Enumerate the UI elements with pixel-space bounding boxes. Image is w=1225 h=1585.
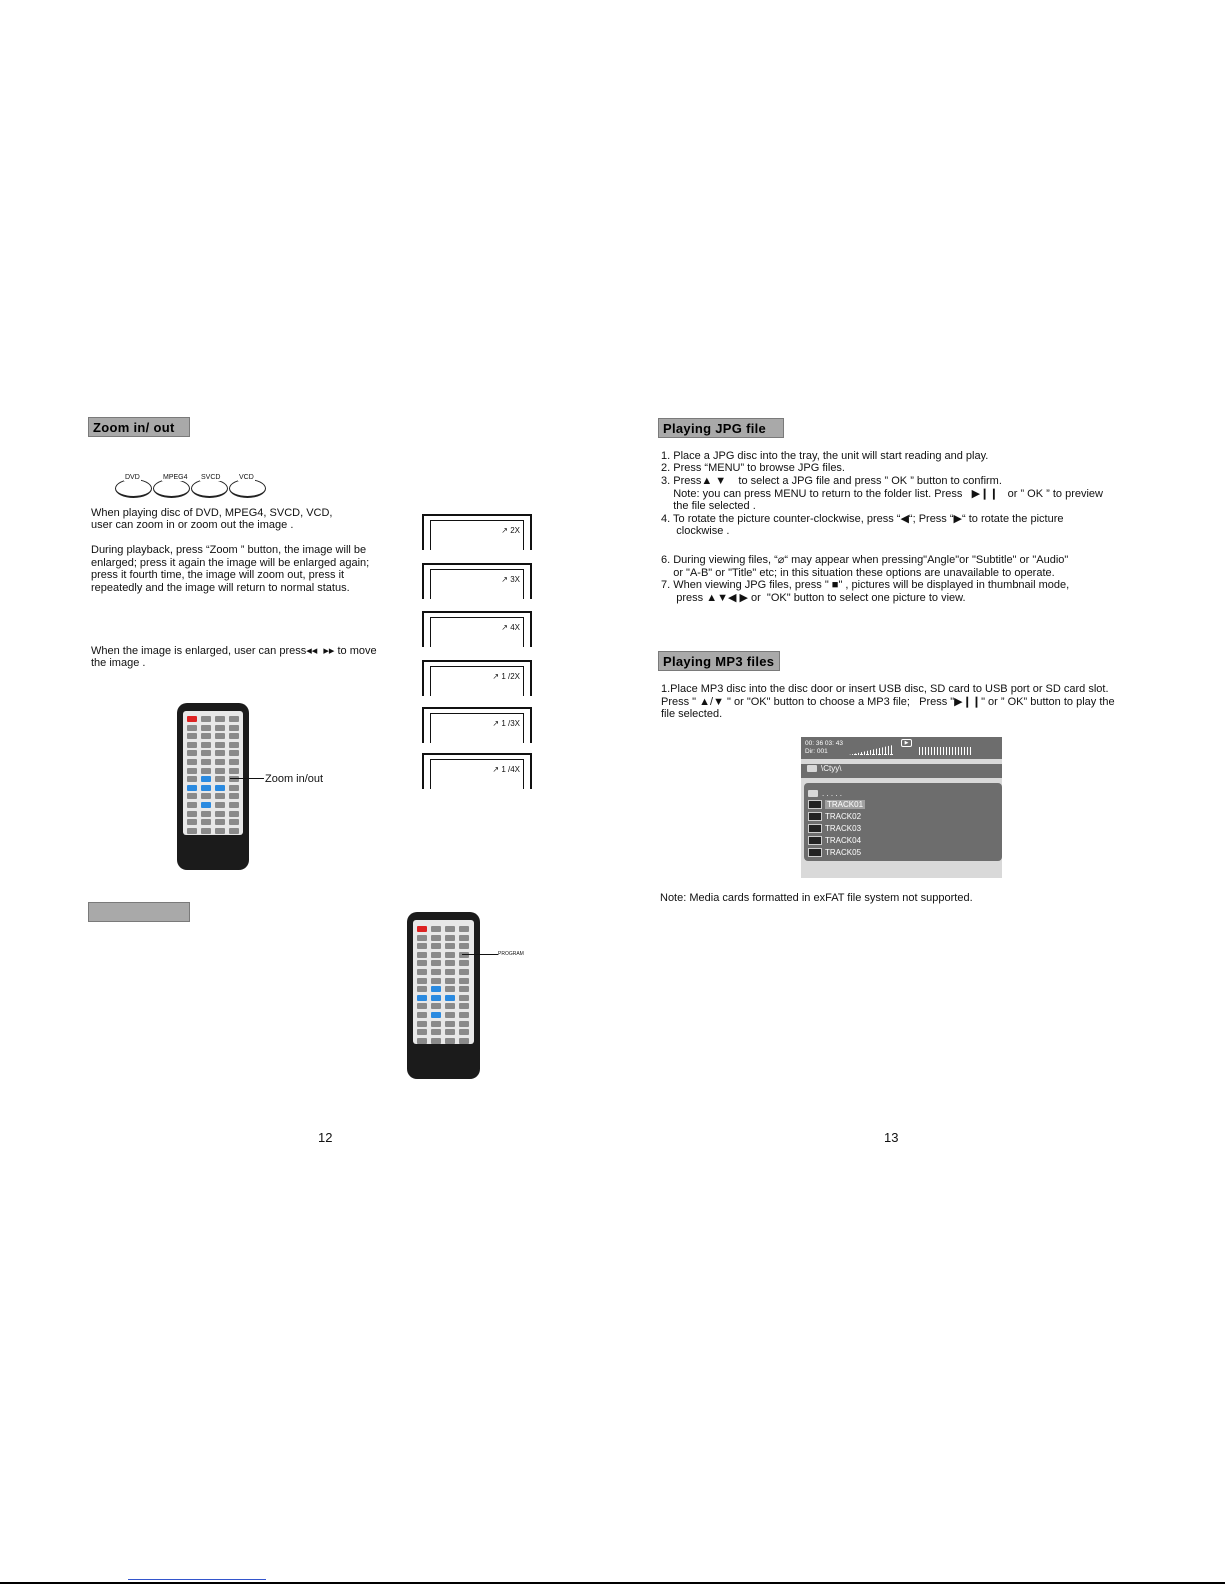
zoom-heading: Zoom in/ out bbox=[88, 417, 190, 437]
remote-key bbox=[445, 1021, 455, 1027]
remote-key bbox=[229, 725, 239, 731]
remote-key bbox=[431, 935, 441, 941]
magnifier-icon: ↗ bbox=[501, 575, 508, 584]
remote-key bbox=[187, 768, 197, 774]
jpg-line-10: 7. When viewing JPG files, press " ■" , pictures will be displayed in thumbnail mode, bbox=[661, 579, 1070, 591]
page-number-right: 13 bbox=[884, 1130, 899, 1145]
mp3-status-bar bbox=[801, 737, 1002, 759]
magnifier-icon: ↗ bbox=[501, 526, 508, 535]
track-item[interactable]: TRACK01 bbox=[808, 800, 865, 810]
remote-key bbox=[215, 802, 225, 808]
remote-key bbox=[445, 935, 455, 941]
remote-key bbox=[215, 828, 225, 834]
remote-key bbox=[431, 978, 441, 984]
mp3-heading: Playing MP3 files bbox=[658, 651, 780, 671]
jpg-line-6: 4. To rotate the picture counter-clockwise, press “◀“; Press “▶“ to rotate the picture bbox=[661, 513, 1064, 525]
remote-key bbox=[459, 1012, 469, 1018]
remote-key bbox=[229, 793, 239, 799]
jpg-heading: Playing JPG file bbox=[658, 418, 784, 438]
equalizer-icon bbox=[849, 745, 893, 755]
mp3-file-icon bbox=[808, 812, 822, 821]
jpg-line-8: 6. During viewing files, “⌀“ may appear when pressing"Angle"or "Subtitle" or "Audio" bbox=[661, 554, 1069, 566]
remote-key bbox=[459, 1038, 469, 1044]
remote-key bbox=[431, 1038, 441, 1044]
play-status-icon: ▶ bbox=[901, 739, 912, 747]
remote-key bbox=[445, 978, 455, 984]
remote-key bbox=[187, 828, 197, 834]
remote-key bbox=[187, 742, 197, 748]
remote-key bbox=[431, 943, 441, 949]
remote-key bbox=[201, 733, 211, 739]
parent-folder-item[interactable]: . . . . . bbox=[808, 789, 842, 799]
remote-key bbox=[417, 1003, 427, 1009]
remote-key bbox=[201, 742, 211, 748]
track-item[interactable]: TRACK03 bbox=[808, 824, 861, 834]
exfat-note: Note: Media cards formatted in exFAT file system not supported. bbox=[660, 892, 973, 904]
remote-key bbox=[187, 750, 197, 756]
zoom-level-label: ↗ 1 /2X bbox=[492, 672, 520, 681]
mp3-line-3: file selected. bbox=[661, 708, 723, 720]
remote-key bbox=[459, 926, 469, 932]
remote-key bbox=[417, 943, 427, 949]
remote-key bbox=[459, 969, 469, 975]
remote-key bbox=[187, 776, 197, 782]
remote-key bbox=[459, 943, 469, 949]
remote-key bbox=[229, 828, 239, 834]
remote-key bbox=[417, 986, 427, 992]
disc-badge-mpeg4: MPEG4 bbox=[153, 479, 190, 498]
zoom-level-label: ↗ 1 /4X bbox=[492, 765, 520, 774]
remote-key bbox=[431, 986, 441, 992]
remote-key bbox=[215, 750, 225, 756]
remote-key bbox=[459, 1021, 469, 1027]
callout-line bbox=[230, 778, 264, 779]
remote-key bbox=[431, 995, 441, 1001]
remote-key bbox=[445, 995, 455, 1001]
remote-key bbox=[459, 1029, 469, 1035]
remote-key bbox=[201, 793, 211, 799]
remote-key bbox=[417, 969, 427, 975]
remote-key bbox=[229, 716, 239, 722]
remote-key bbox=[459, 995, 469, 1001]
program-heading bbox=[88, 902, 190, 922]
page-number-left: 12 bbox=[318, 1130, 333, 1145]
jpg-line-1: 1. Place a JPG disc into the tray, the unit will start reading and play. bbox=[661, 450, 989, 462]
zoom-frame-3x bbox=[422, 563, 532, 599]
callout-line bbox=[462, 954, 498, 955]
remote-key bbox=[417, 1029, 427, 1035]
remote-key bbox=[445, 952, 455, 958]
playback-time: 00: 36 03: 43 bbox=[805, 740, 843, 747]
remote-key bbox=[459, 1003, 469, 1009]
remote-key bbox=[445, 926, 455, 932]
jpg-line-7: clockwise . bbox=[661, 525, 730, 537]
mp3-file-icon bbox=[808, 800, 822, 809]
remote-key bbox=[201, 768, 211, 774]
link-underline bbox=[128, 1579, 266, 1580]
remote-key bbox=[215, 733, 225, 739]
folder-path-bar bbox=[801, 764, 1002, 778]
jpg-line-9: or "A-B" or "Title" etc; in this situation these options are unavailable to operate. bbox=[661, 567, 1055, 579]
remote-key bbox=[431, 1012, 441, 1018]
folder-icon bbox=[807, 765, 817, 772]
remote-key bbox=[431, 1021, 441, 1027]
remote-key bbox=[229, 785, 239, 791]
remote-key bbox=[187, 793, 197, 799]
zoom-frame-third bbox=[422, 707, 532, 743]
remote-key bbox=[445, 1038, 455, 1044]
remote-key bbox=[431, 960, 441, 966]
jpg-line-3: 3. Press▲ ▼ to select a JPG file and press ” OK ” button to confirm. bbox=[661, 475, 1002, 487]
remote-key bbox=[431, 1003, 441, 1009]
remote-key bbox=[417, 960, 427, 966]
remote-key bbox=[187, 716, 197, 722]
disc-badge-svcd: SVCD bbox=[191, 479, 228, 498]
mp3-browser-screen bbox=[801, 737, 1002, 878]
remote-key bbox=[201, 785, 211, 791]
remote-key bbox=[431, 1029, 441, 1035]
mp3-line-1: 1.Place MP3 disc into the disc door or insert USB disc, SD card to USB port or SD card slot. bbox=[661, 683, 1109, 695]
zoom-para-2-line-4: repeatedly and the image will return to normal status. bbox=[91, 582, 350, 594]
remote-key bbox=[187, 733, 197, 739]
zoom-frame-half bbox=[422, 660, 532, 696]
remote-key bbox=[201, 725, 211, 731]
remote-key bbox=[187, 785, 197, 791]
remote-key bbox=[445, 969, 455, 975]
remote-key bbox=[229, 733, 239, 739]
remote-key bbox=[215, 742, 225, 748]
remote-key bbox=[215, 811, 225, 817]
magnifier-icon: ↗ bbox=[501, 623, 508, 632]
remote-key bbox=[417, 995, 427, 1001]
remote-key bbox=[431, 952, 441, 958]
remote-key bbox=[229, 750, 239, 756]
remote-key bbox=[215, 725, 225, 731]
track-item[interactable]: TRACK05 bbox=[808, 848, 861, 858]
remote-key bbox=[201, 750, 211, 756]
magnifier-icon: ↗ bbox=[492, 672, 500, 681]
disc-badge-vcd: VCD bbox=[229, 479, 266, 498]
program-callout-label: PROGRAM bbox=[498, 951, 524, 957]
remote-key bbox=[215, 716, 225, 722]
remote-key bbox=[445, 1029, 455, 1035]
remote-key bbox=[229, 811, 239, 817]
remote-key bbox=[187, 725, 197, 731]
remote-key bbox=[431, 969, 441, 975]
remote-key bbox=[417, 1021, 427, 1027]
spectrum-icon bbox=[919, 747, 973, 755]
remote-key bbox=[417, 952, 427, 958]
track-item[interactable]: TRACK02 bbox=[808, 812, 861, 822]
remote-key bbox=[187, 759, 197, 765]
jpg-line-5: the file selected . bbox=[661, 500, 756, 512]
remote-key bbox=[445, 1003, 455, 1009]
folder-path: \Ctyy\ bbox=[821, 764, 842, 773]
zoom-para-3-line-2: the image . bbox=[91, 657, 146, 669]
zoom-para-2-line-2: enlarged; press it again the image will be enlarged again; bbox=[91, 557, 370, 569]
remote-key bbox=[215, 785, 225, 791]
remote-key bbox=[187, 811, 197, 817]
remote-key bbox=[229, 819, 239, 825]
mp3-file-icon bbox=[808, 824, 822, 833]
page-bottom-rule bbox=[0, 1582, 1225, 1584]
remote-key bbox=[201, 811, 211, 817]
remote-key bbox=[201, 759, 211, 765]
remote-key bbox=[215, 776, 225, 782]
jpg-line-4: Note: you can press MENU to return to the folder list. Press ▶❙❙ or ” OK ” to preview bbox=[661, 488, 1103, 500]
remote-key bbox=[201, 819, 211, 825]
remote-key bbox=[201, 776, 211, 782]
zoom-level-label: ↗ 2X bbox=[501, 526, 520, 535]
magnifier-icon: ↗ bbox=[492, 719, 500, 728]
zoom-frame-2x bbox=[422, 514, 532, 550]
zoom-para-3-line-1: When the image is enlarged, user can press◂◂ ▸▸ to move bbox=[91, 645, 377, 657]
magnifier-icon: ↗ bbox=[492, 765, 500, 774]
remote-key bbox=[431, 926, 441, 932]
zoom-para-1-line-1: When playing disc of DVD, MPEG4, SVCD, VCD, bbox=[91, 507, 333, 519]
remote-key bbox=[417, 935, 427, 941]
zoom-para-1-line-2: user can zoom in or zoom out the image . bbox=[91, 519, 294, 531]
remote-key bbox=[445, 1012, 455, 1018]
zoom-level-label: ↗ 3X bbox=[501, 575, 520, 584]
remote-key bbox=[201, 828, 211, 834]
disc-badge-dvd: DVD bbox=[115, 479, 152, 498]
zoom-level-label: ↗ 4X bbox=[501, 623, 520, 632]
remote-key bbox=[215, 819, 225, 825]
zoom-level-label: ↗ 1 /3X bbox=[492, 719, 520, 728]
remote-key bbox=[215, 793, 225, 799]
remote-key bbox=[445, 986, 455, 992]
file-list bbox=[804, 783, 1002, 861]
remote-key bbox=[459, 986, 469, 992]
jpg-line-11: press ▲▼◀ ▶ or "OK" button to select one picture to view. bbox=[661, 592, 966, 604]
remote-key bbox=[459, 960, 469, 966]
remote-key bbox=[229, 742, 239, 748]
remote-key bbox=[417, 978, 427, 984]
remote-key bbox=[229, 768, 239, 774]
remote-key bbox=[229, 802, 239, 808]
zoom-callout-label: Zoom in/out bbox=[265, 773, 324, 785]
remote-key bbox=[459, 935, 469, 941]
remote-key bbox=[187, 819, 197, 825]
remote-key bbox=[201, 802, 211, 808]
remote-key bbox=[215, 759, 225, 765]
mp3-file-icon bbox=[808, 848, 822, 857]
zoom-frame-quarter bbox=[422, 753, 532, 789]
remote-key bbox=[187, 802, 197, 808]
remote-key bbox=[445, 943, 455, 949]
remote-key bbox=[201, 716, 211, 722]
remote-key bbox=[229, 759, 239, 765]
zoom-para-2-line-1: During playback, press “Zoom ” button, the image will be bbox=[91, 544, 367, 556]
mp3-file-icon bbox=[808, 836, 822, 845]
remote-key bbox=[417, 1012, 427, 1018]
zoom-para-2-line-3: press it fourth time, the image will zoom out, press it bbox=[91, 569, 345, 581]
zoom-frame-4x bbox=[422, 611, 532, 647]
track-item[interactable]: TRACK04 bbox=[808, 836, 861, 846]
mp3-line-2: Press " ▲/▼ " or "OK" button to choose a MP3 file; Press "▶❙❙" or ” OK” button to play the bbox=[661, 696, 1115, 708]
folder-icon bbox=[808, 790, 818, 797]
remote-key bbox=[459, 978, 469, 984]
remote-key bbox=[445, 960, 455, 966]
remote-key bbox=[417, 1038, 427, 1044]
remote-key bbox=[215, 768, 225, 774]
remote-key bbox=[417, 926, 427, 932]
jpg-line-2: 2. Press “MENU” to browse JPG files. bbox=[661, 462, 845, 474]
directory-label: Dir: 001 bbox=[805, 748, 828, 755]
